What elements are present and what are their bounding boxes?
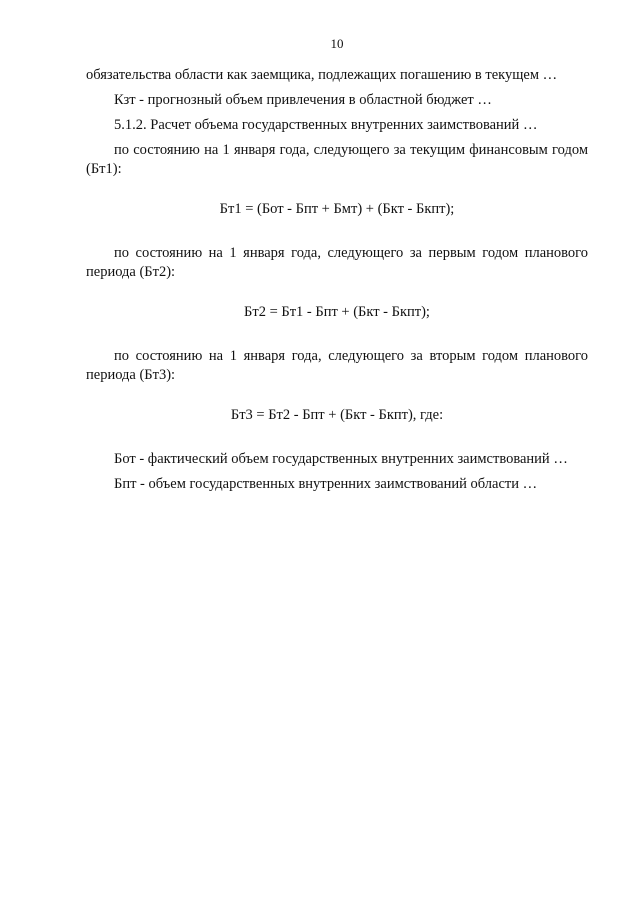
paragraph-6: по состоянию на 1 января года, следующего за вторым годом планового периода (Бт3): xyxy=(86,348,588,383)
definition-2: Бпт - объем государственных внутренних заимствований области … xyxy=(114,476,538,492)
definition-1: Бот - фактический объем государственных внутренних заимствований … xyxy=(114,451,568,467)
paragraph-1: обязательства области как заемщика, подлежащих погашению в текущем … xyxy=(86,67,558,83)
formula-2: Бт2 = Бт1 - Бпт + (Бкт - Бкпт); xyxy=(244,304,430,320)
paragraph-4: по состоянию на 1 января года, следующего за текущим финансовым годом (Бт1): xyxy=(86,142,588,177)
paragraph-3: 5.1.2. Расчет объема государственных внутренних заимствований … xyxy=(114,117,538,133)
paragraph-5: по состоянию на 1 января года, следующего за первым годом планового периода (Бт2): xyxy=(86,245,588,280)
formula-1: Бт1 = (Бот - Бпт + Бмт) + (Бкт - Бкпт); xyxy=(219,201,455,217)
formula-3: Бт3 = Бт2 - Бпт + (Бкт - Бкпт), где: xyxy=(230,407,444,423)
page-number: 10 xyxy=(330,36,344,51)
paragraph-2: Кзт - прогнозный объем привлечения в областной бюджет … xyxy=(114,92,492,108)
